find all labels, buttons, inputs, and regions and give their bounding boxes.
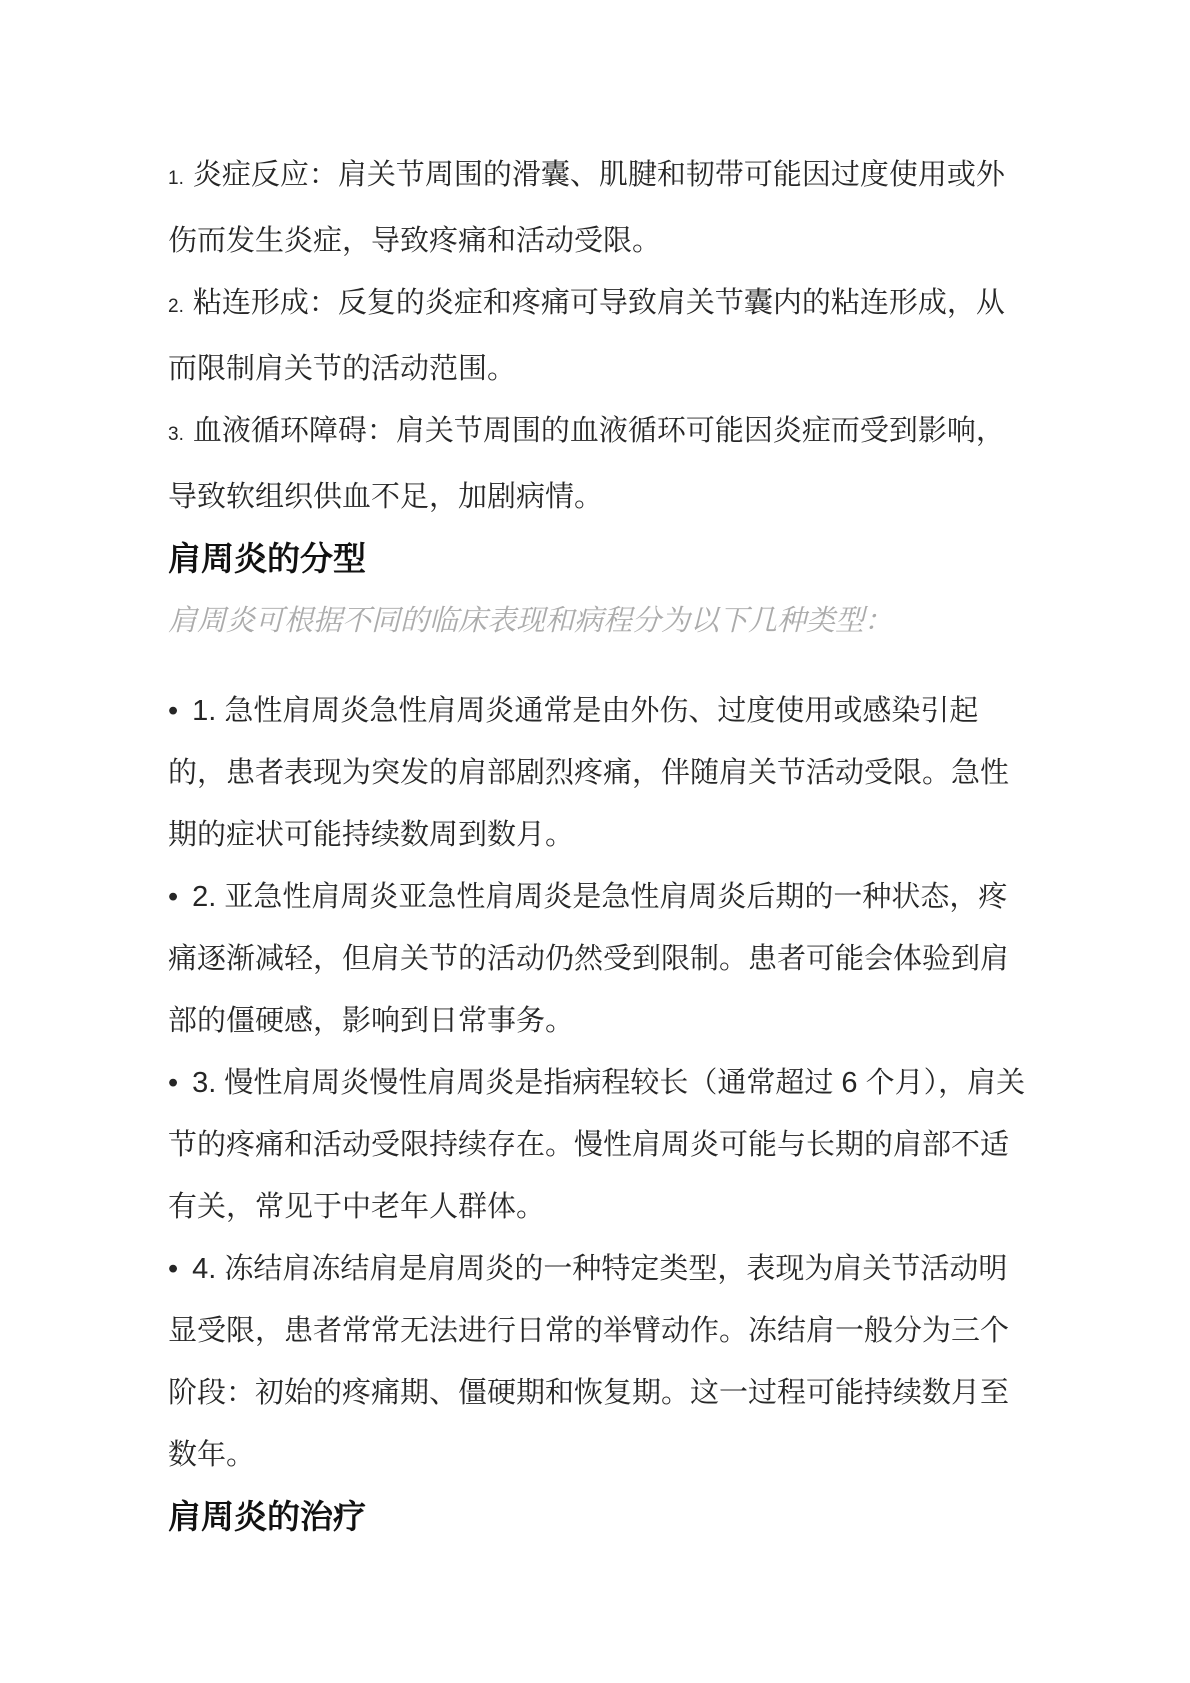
numbered-item-3-text: 血液循环障碍：肩关节周围的血液循环可能因炎症而受到影响，导致软组织供血不足，加剧病情。 [168, 415, 1005, 513]
bullet-item-3-text: 慢性肩周炎慢性肩周炎是指病程较长（通常超过 6 个月），肩关节的疼痛和活动受限持续存在。慢性肩周炎可能与长期的肩部不适有关，常见于中老年人群体。 [168, 1067, 1026, 1223]
bullet-list [168, 680, 1028, 1486]
bullet-item-3 [168, 1052, 1028, 1238]
numbered-item-3 [168, 400, 1028, 528]
numbered-list [168, 144, 1028, 528]
bullet-item-2 [168, 866, 1028, 1052]
bullet-item-3-number: 3. [192, 1067, 217, 1099]
numbered-item-3-marker: 3. [168, 424, 184, 445]
bullet-icon: • [168, 1067, 179, 1099]
bullet-item-4-text: 冻结肩冻结肩是肩周炎的一种特定类型，表现为肩关节活动明显受限，患者常常无法进行日常的举臂动作。冻结肩一般分为三个阶段：初始的疼痛期、僵硬期和恢复期。这一过程可能持续数月至数年。 [168, 1253, 1010, 1471]
bullet-item-1 [168, 680, 1028, 866]
numbered-item-2 [168, 272, 1028, 400]
bullet-item-1-text: 急性肩周炎急性肩周炎通常是由外伤、过度使用或感染引起的，患者表现为突发的肩部剧烈疼痛，伴随肩关节活动受限。急性期的症状可能持续数周到数月。 [168, 695, 1010, 851]
bullet-icon: • [168, 1253, 179, 1285]
numbered-item-2-text: 粘连形成：反复的炎症和疼痛可导致肩关节囊内的粘连形成，从而限制肩关节的活动范围。 [168, 287, 1005, 385]
bullet-item-2-number: 2. [192, 881, 217, 913]
section-heading-classification: 肩周炎的分型 [168, 540, 366, 577]
section-heading-treatment: 肩周炎的治疗 [168, 1498, 366, 1535]
section-intro-text: 肩周炎可根据不同的临床表现和病程分为以下几种类型： [168, 605, 894, 637]
bullet-icon: • [168, 695, 179, 727]
bullet-item-4-number: 4. [192, 1253, 217, 1285]
bullet-icon: • [168, 881, 179, 913]
bullet-item-1-number: 1. [192, 695, 217, 727]
numbered-item-2-marker: 2. [168, 296, 184, 317]
numbered-item-1-text: 炎症反应：肩关节周围的滑囊、肌腱和韧带可能因过度使用或外伤而发生炎症，导致疼痛和活动受限。 [168, 159, 1005, 257]
bullet-item-4 [168, 1238, 1028, 1486]
numbered-item-1 [168, 144, 1028, 272]
numbered-item-1-marker: 1. [168, 168, 184, 189]
bullet-item-2-text: 亚急性肩周炎亚急性肩周炎是急性肩周炎后期的一种状态，疼痛逐渐减轻，但肩关节的活动仍然受到限制。患者可能会体验到肩部的僵硬感，影响到日常事务。 [168, 881, 1010, 1037]
